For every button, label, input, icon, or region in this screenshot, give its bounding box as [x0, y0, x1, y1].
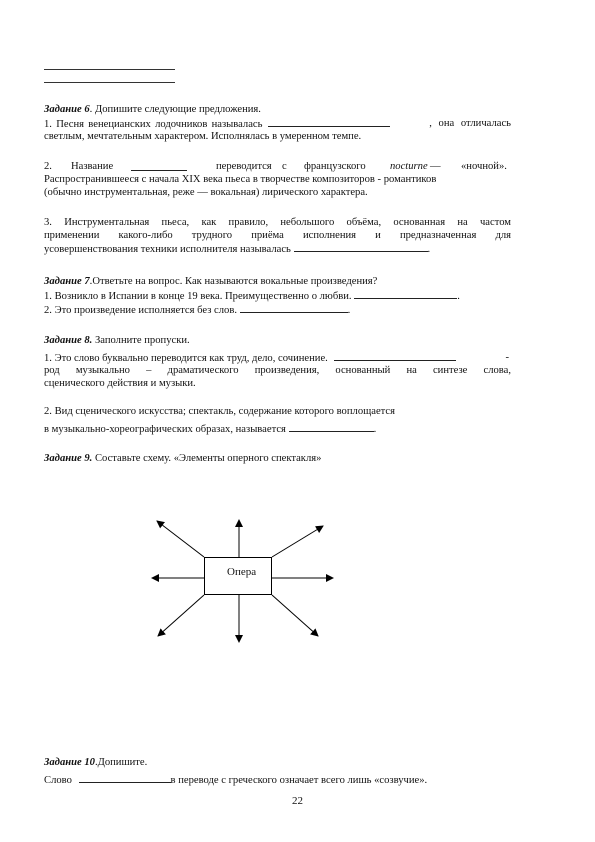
task7-title: Задание 7: [44, 276, 90, 287]
task10-title: Задание 10: [44, 757, 95, 768]
task6-instruction: . Допишите следующие предложения.: [89, 104, 261, 115]
task7-q1-text: 1. Возникло в Испании в конце 19 века. Преимущественно о любви.: [44, 291, 352, 302]
task8-p2-line2: в музыкально-хореографических образах, называется .: [44, 424, 377, 435]
task7-q2-text: 2. Это произведение исполняется без слов.: [44, 305, 237, 316]
task8-p1-line3: сценического действия и музыки.: [44, 378, 196, 389]
task10-text-a: Слово: [44, 775, 72, 786]
task6-s3-period: .: [427, 244, 431, 255]
arrow-down-right: [272, 595, 318, 636]
arrow-up-left: [157, 521, 204, 557]
task7-q2: 2. Это произведение исполняется без слов. .: [44, 305, 351, 316]
opera-center-box: [204, 557, 272, 595]
task10-line1: [44, 773, 427, 787]
task6-s3-line1: 3. Инструментальная пьеса, как правило, небольшого объёма, основанная на частом: [44, 217, 511, 228]
task6-title: Задание 6: [44, 104, 90, 115]
task9-title: Задание 9.: [44, 453, 93, 464]
task6-s2-word-translated: переводится: [216, 161, 272, 172]
task8-p1-line2: род музыкально – драматического произведения, основанный на синтезе слова,: [44, 365, 511, 376]
task6-s1-text-b: , она отличалась: [429, 118, 511, 129]
task6-s2-word-french: французского: [304, 161, 366, 172]
task6-s1-text-a: 1. Песня венецианских лодочников называлась: [44, 119, 263, 130]
task8-instruction: Заполните пропуски.: [92, 335, 190, 346]
task6-s2-dash: —: [430, 161, 441, 172]
task10-text-b: в переводе с греческого означает всего лишь «созвучие».: [170, 775, 428, 786]
arrow-down-left: [158, 595, 204, 636]
task8-p2-line1: 2. Вид сценического искусства; спектакль, содержание которого воплощается: [44, 406, 396, 417]
task6-s2-word-from: с: [282, 161, 287, 172]
task8-p1-text: 1. Это слово буквально переводится как труд, дело, сочинение.: [44, 353, 328, 364]
task8-p2-text: в музыкально-хореографических образах, называется: [44, 424, 286, 435]
arrow-up-right: [272, 526, 323, 557]
task6-s3-line2: применении какого-либо трудного приёма исполнения и предназначенная для: [44, 230, 511, 241]
task10-heading: [44, 756, 147, 769]
task6-s2-word-name: Название: [71, 161, 114, 172]
task6-s3-text: усовершенствования техники исполнителя называлась: [44, 244, 291, 255]
task10-instruction: .Допишите.: [94, 757, 148, 768]
task6-s2-word-nocturne: nocturne: [390, 161, 428, 172]
opera-center-label: Опера: [227, 566, 257, 578]
page-number: 22: [292, 795, 303, 807]
task10-blank[interactable]: [79, 773, 171, 783]
task6-s2-line2: Распространившееся с начала XIX века пьеса в творчестве композиторов - романтиков: [44, 174, 437, 185]
task7-instruction: .Ответьте на вопрос. Как называются вокальные произведения?: [89, 276, 378, 287]
task8-title: Задание 8.: [44, 335, 93, 346]
task6-s1-line2: светлым, мечтательным характером. Исполнялась в умеренном темпе.: [44, 131, 362, 142]
task7-q1: 1. Возникло в Испании в конце 19 века. Преимущественно о любви. .: [44, 291, 460, 302]
task6-s2-word-night: «ночной».: [461, 161, 507, 172]
task9-instruction: Составьте схему. «Элементы оперного спектакля»: [92, 453, 322, 464]
task8-p1-dash: -: [505, 352, 509, 363]
task6-s2-num: 2.: [44, 161, 52, 172]
task6-s2-line3: (обычно инструментальная, реже — вокальная) лирического характера.: [44, 187, 368, 198]
